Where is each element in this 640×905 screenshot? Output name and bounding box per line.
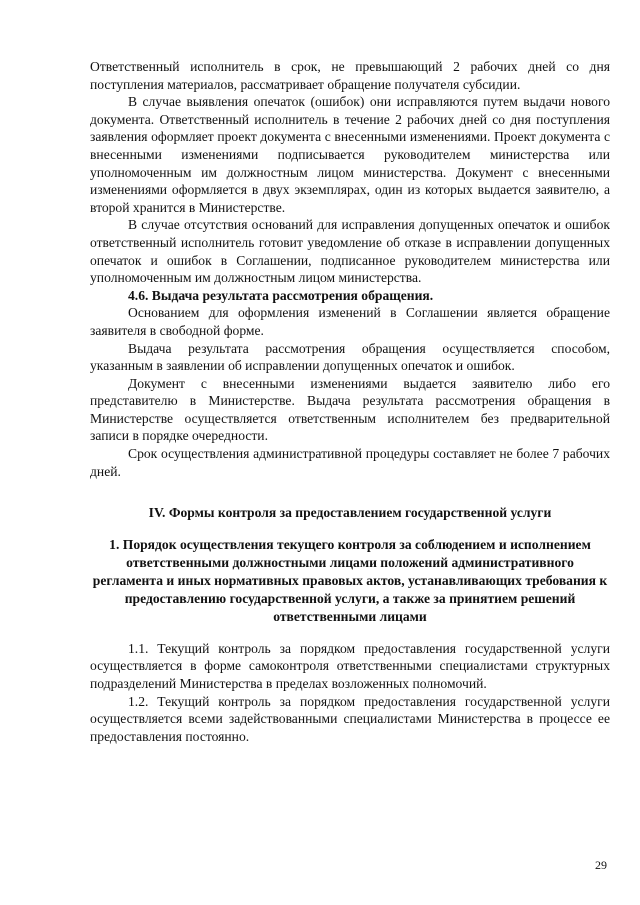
subsection-1-title: 1. Порядок осуществления текущего контроля за соблюдением и исполнением ответственными должностными лицами положений административного регламента и иных нормативных правовых актов, устанавливающих требования к предоставлению государственной услуги, а также за принятием решений ответственными лицами: [92, 536, 608, 624]
paragraph: Основанием для оформления изменений в Соглашении является обращение заявителя в свободной форме.: [90, 305, 610, 338]
section-4-6-title: 4.6. Выдача результата рассмотрения обращения.: [128, 287, 434, 303]
document-page: [90, 58, 610, 745]
paragraph: В случае отсутствия оснований для исправления допущенных опечаток и ошибок ответственный исполнитель готовит уведомление об отказе в исправлении допущенных опечаток и ошибок в Соглашении, подписанное руководителем министерства или уполномоченным им должностным лицом министерства.: [90, 217, 610, 286]
paragraph: Срок осуществления административной процедуры составляет не более 7 рабочих дней.: [90, 446, 610, 479]
chapter-iv-title: IV. Формы контроля за предоставлением государственной услуги: [148, 505, 552, 521]
page-number: 29: [595, 858, 607, 872]
paragraph: Ответственный исполнитель в срок, не превышающий 2 рабочих дней со дня поступления материалов, рассматривает обращение получателя субсидии.: [90, 59, 610, 92]
paragraph: 1.1. Текущий контроль за порядком предоставления государственной услуги осуществляется в форме самоконтроля ответственными специалистами структурных подразделений Министерства в пределах возложенных полномочий.: [90, 640, 610, 692]
paragraph: Выдача результата рассмотрения обращения осуществляется способом, указанным в заявлении об исправлении допущенных опечаток и ошибок.: [90, 340, 610, 374]
paragraph: 1.2. Текущий контроль за порядком предоставления государственной услуги осуществляется всеми задействованными специалистами Министерства в процессе ее предоставления постоянно.: [90, 693, 610, 744]
paragraph: Документ с внесенными изменениями выдается заявителю либо его представителю в Министерстве. Выдача результата рассмотрения обращения в Министерстве осуществляется ответственным исполнителем без предварительной записи в порядке очередности.: [90, 375, 610, 444]
paragraph: В случае выявления опечаток (ошибок) они исправляются путем выдачи нового документа. Ответственный исполнитель в течение 2 рабочих дней со дня поступления заявления оформляет проект документа с внесенными изменениями. Проект документа с внесенными изменениями подписывается руководителем министерства или уполномоченным им должностным лицом министерства. Документ с внесенными изменениями оформляется в двух экземплярах, один из которых выдается заявителю, а второй хранится в Министерстве.: [90, 94, 610, 215]
